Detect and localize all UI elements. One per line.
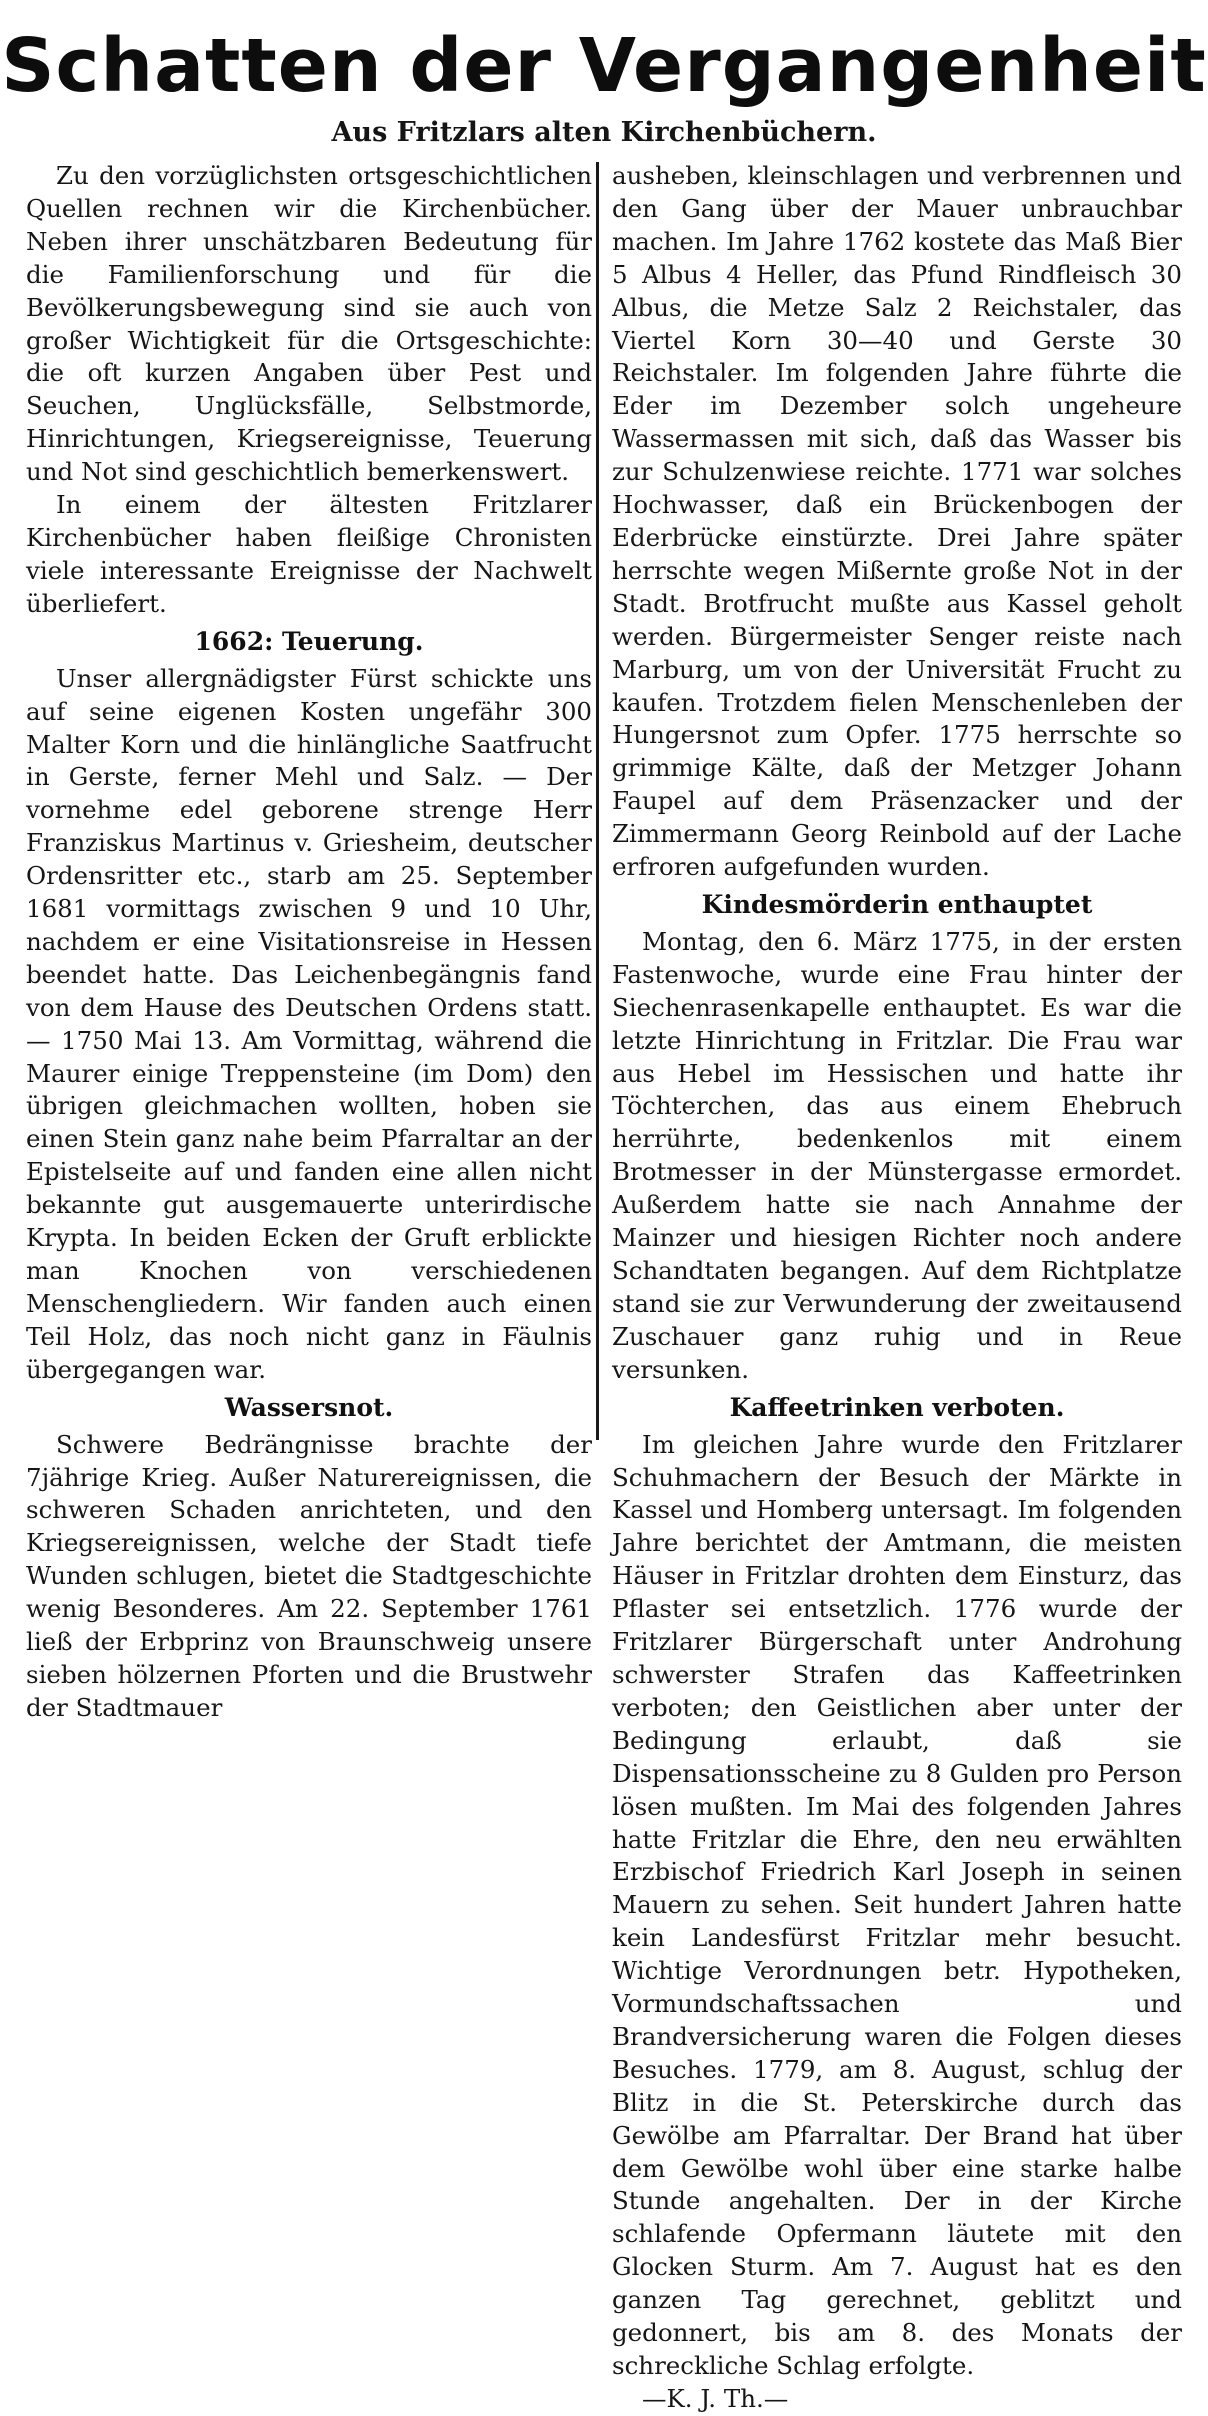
column-divider — [596, 162, 599, 1440]
right-column — [612, 160, 1182, 2416]
article-subtitle: Aus Fritzlars alten Kirchenbüchern. — [331, 117, 877, 148]
section-text-wassersnot-part2: ausheben, kleinschlagen und verbrennen und den Gang über der Mauer unbrauchbar machen. Im Jahre 1762 kostete das Maß Bier 5 Albus 4 Heller, das Pfund Rindfleisch 30 Albus, die Metze Salz 2 Reichstaler, das Viertel Korn 30—40 und Gerste 30 Reichstaler. Im folgenden Jahre führte die Eder im Dezember solch ungeheure Wassermassen mit sich, daß das Wasser bis zur Schulzenwiese reichte. 1771 war solches Hochwasser, daß ein Brückenbogen der Ederbrücke einstürzte. Drei Jahre später herrschte wegen Mißernte große Not in der Stadt. Brotfrucht mußte aus Kassel geholt werden. Bürgermeister Senger reiste nach Marburg, um von der Universität Frucht zu kaufen. Trotzdem fielen Menschenleben der Hungersnot zum Opfer. 1775 herrschte so grimmige Kälte, daß der Metzger Johann Faupel auf dem Präsenzacker und der Zimmermann Georg Reinbold auf der Lache erfroren aufgefunden wurden. — [612, 161, 1182, 882]
intro-paragraph-1: Zu den vorzüglichsten ortsgeschichtlichen Quellen rechnen wir die Kirchenbücher. Neben ihrer unschätzbaren Bedeutung für die Familienforschung und für die Bevölkerungsbewegung sind sie auch von großer Wichtigkeit für die Ortsgeschichte: die oft kurzen Angaben über Pest und Seuchen, Unglücksfälle, Selbstmorde, Hinrichtungen, Kriegsereignisse, Teuerung und Not sind geschichtlich bemerkenswert. — [26, 161, 592, 487]
section-text-wassersnot-part1: Schwere Bedrängnisse brachte der 7jährige Krieg. Außer Naturereignissen, die schweren Schaden anrichteten, und den Kriegsereignissen, welche der Stadt tiefe Wunden schlugen, bietet die Stadtgeschichte wenig Besonderes. Am 22. September 1761 ließ der Erbprinz von Braunschweig unsere sieben hölzernen Pforten und die Brustwehr der Stadtmauer — [26, 1429, 592, 1722]
section-heading-kindesmoerderin: Kindesmörderin enthauptet — [701, 889, 1093, 919]
section-heading-teuerung: 1662: Teuerung. — [194, 626, 424, 656]
section-text-kaffeetrinken: Im gleichen Jahre wurde den Fritzlarer Schuhmachern der Besuch der Märkte in Kassel und Homberg untersagt. Im folgenden Jahre berichtet der Amtmann, die meisten Häuser in Fritzlar drohten dem Einsturz, das Pflaster sei entsetzlich. 1776 wurde der Fritzlarer Bürgerschaft unter Androhung schwerster Strafen das Kaffeetrinken verboten; den Geistlichen aber unter der Bedingung erlaubt, daß sie Dispensationsscheine zu 8 Gulden pro Person lösen mußten. Im Mai des folgenden Jahres hatte Fritzlar die Ehre, den neu erwählten Erzbischof Friedrich Karl Joseph in seinen Mauern zu sehen. Seit hundert Jahren hatte kein Landesfürst Fritzlar mehr besucht. Wichtige Verordnungen betr. Hypotheken, Vormundschaftssachen und Brandversicherung waren die Folgen dieses Besuches. 1779, am 8. August, schlug der Blitz in die St. Peterskirche durch das Gewölbe am Pfarraltar. Der Brand hat über dem Gewölbe wohl über eine starke halbe Stunde angehalten. Der in der Kirche schlafende Opfermann läutete mit den Glocken Sturm. Am 7. August hat es den ganzen Tag gerechnet, geblitzt und gedonnert, bis am 8. des Monats der schreckliche Schlag erfolgte. — [612, 1429, 1182, 2380]
section-heading-wassersnot: Wassersnot. — [224, 1392, 394, 1422]
author-signature: —K. J. Th.— — [642, 2383, 789, 2413]
left-column — [26, 160, 592, 1725]
article-title: Schatten der Vergangenheit — [1, 23, 1207, 109]
section-text-teuerung: Unser allergnädigster Fürst schickte uns auf seine eigenen Kosten ungefähr 300 Malter Korn und die hinlängliche Saatfrucht in Gerste, ferner Mehl und Salz. — Der vornehme edel geborene strenge Herr Franziskus Martinus v. Griesheim, deutscher Ordensritter etc., starb am 25. September 1681 vormittags zwischen 9 und 10 Uhr, nachdem er eine Visitationsreise in Hessen beendet hatte. Das Leichenbegängnis fand von dem Hause des Deutschen Ordens statt. — 1750 Mai 13. Am Vormittag, während die Maurer einige Treppensteine (im Dom) den übrigen gleichmachen wollten, hoben sie einen Stein ganz nahe beim Pfarraltar an der Epistelseite auf und fanden eine allen nicht bekannte gut ausgemauerte unterirdische Krypta. In beiden Ecken der Gruft erblickte man Knochen von verschiedenen Menschengliedern. Wir fanden auch einen Teil Holz, das noch nicht ganz in Fäulnis übergegangen war. — [26, 663, 592, 1384]
section-text-kindesmoerderin: Montag, den 6. März 1775, in der ersten Fastenwoche, wurde eine Frau hinter der Siechenrasenkapelle enthauptet. Es war die letzte Hinrichtung in Fritzlar. Die Frau war aus Hebel im Hessischen und hatte ihr Töchterchen, das aus einem Ehebruch herrührte, bedenkenlos mit einem Brotmesser in der Münstergasse ermordet. Außerdem hatte sie nach Annahme der Mainzer und hiesigen Richter noch andere Schandtaten begangen. Auf dem Richtplatze stand sie zur Verwunderung der zweitausend Zuschauer ganz ruhig und in Reue versunken. — [612, 926, 1182, 1384]
section-heading-kaffeetrinken: Kaffeetrinken verboten. — [729, 1392, 1065, 1422]
intro-paragraph-2: In einem der ältesten Fritzlarer Kirchenbücher haben fleißige Chronisten viele interessante Ereignisse der Nachwelt überliefert. — [26, 490, 592, 618]
